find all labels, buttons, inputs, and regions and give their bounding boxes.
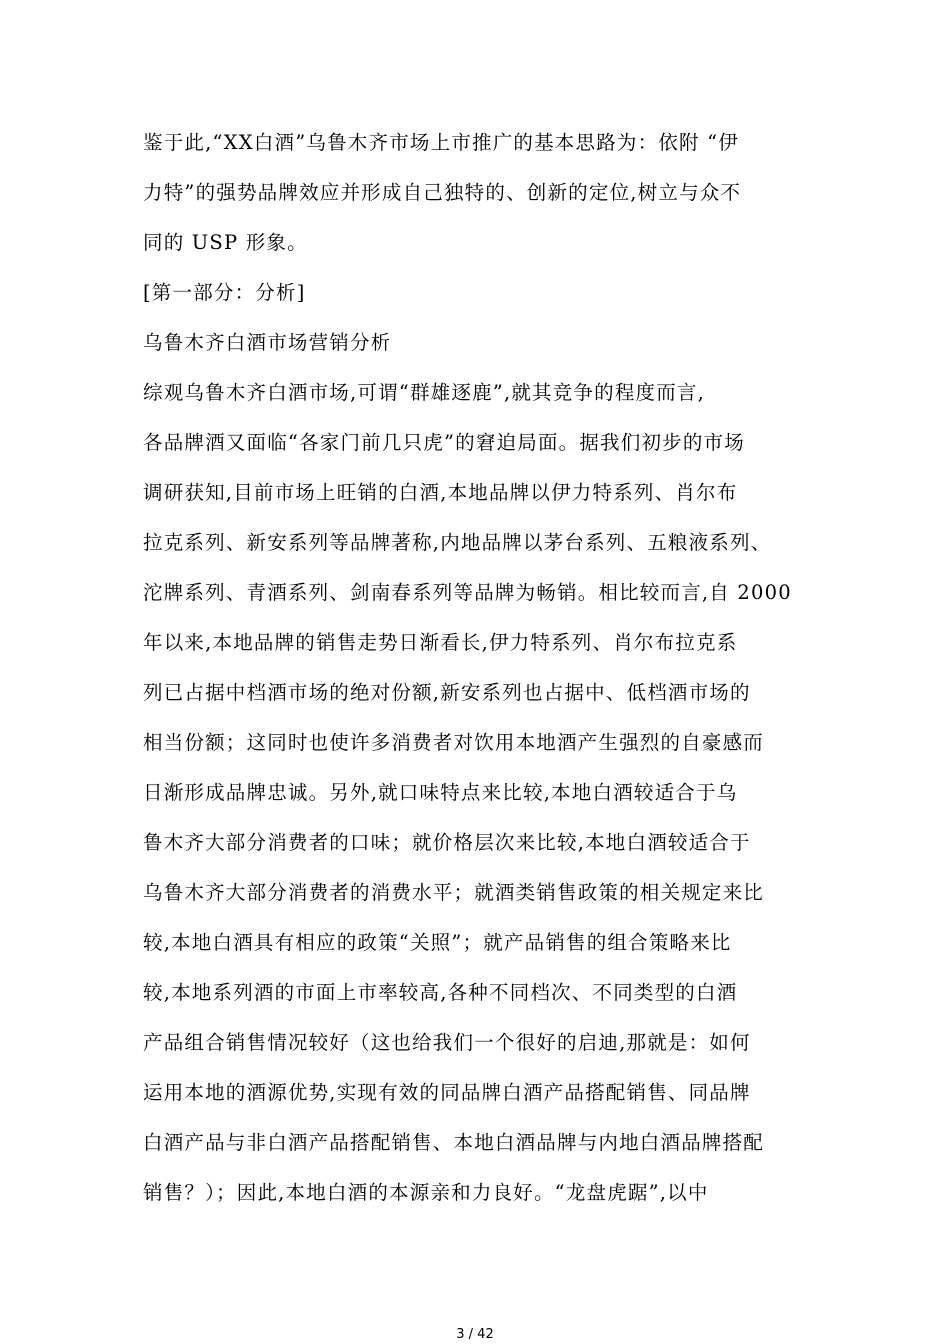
text-line: 产品组合销售情况较好（这也给我们一个很好的启迪,那就是：如何 bbox=[143, 1031, 751, 1054]
section-heading: [第一部分：分析] bbox=[143, 281, 306, 304]
text-line: 鲁木齐大部分消费者的口味；就价格层次来比较,本地白酒较适合于 bbox=[143, 831, 751, 854]
document-body bbox=[143, 118, 833, 1218]
text-line: 销售？）；因此,本地白酒的本源亲和力良好。“龙盘虎踞”,以中 bbox=[143, 1181, 709, 1204]
text-line: 综观乌鲁木齐白酒市场,可谓“群雄逐鹿”,就其竞争的程度而言, bbox=[143, 381, 706, 404]
text-line: 各品牌酒又面临“各家门前几只虎”的窘迫局面。据我们初步的市场 bbox=[143, 431, 745, 454]
text-line: 调研获知,目前市场上旺销的白酒,本地品牌以伊力特系列、肖尔布 bbox=[143, 481, 738, 504]
text-line: 乌鲁木齐大部分消费者的消费水平；就酒类销售政策的相关规定来比 bbox=[143, 881, 765, 904]
text-line: 白酒产品与非白酒产品搭配销售、本地白酒品牌与内地白酒品牌搭配 bbox=[143, 1131, 765, 1154]
subsection-heading: 乌鲁木齐白酒市场营销分析 bbox=[143, 331, 392, 354]
text-line: 拉克系列、新安系列等品牌著称,内地品牌以茅台系列、五粮液系列、 bbox=[143, 531, 772, 554]
text-line: 相当份额；这同时也使许多消费者对饮用本地酒产生强烈的自豪感而 bbox=[143, 731, 765, 754]
text-line: 力特”的强势品牌效应并形成自己独特的、创新的定位,树立与众不 bbox=[143, 181, 742, 204]
text-line: 运用本地的酒源优势,实现有效的同品牌白酒产品搭配销售、同品牌 bbox=[143, 1081, 751, 1104]
text-line: 列已占据中档酒市场的绝对份额,新安系列也占据中、低档酒市场的 bbox=[143, 681, 751, 704]
text-line: 日渐形成品牌忠诚。另外,就口味特点来比较,本地白酒较适合于乌 bbox=[143, 781, 738, 804]
text-line: 年以来,本地品牌的销售走势日渐看长,伊力特系列、肖尔布拉克系 bbox=[143, 631, 738, 654]
page-number: 3 / 42 bbox=[456, 1327, 494, 1342]
text-line: 较,本地白酒具有相应的政策“关照”；就产品销售的组合策略来比 bbox=[143, 931, 732, 954]
text-line: 同的 USP 形象。 bbox=[143, 231, 308, 254]
text-line: 沱牌系列、青酒系列、剑南春系列等品牌为畅销。相比较而言,自 2000 bbox=[143, 581, 792, 604]
text-line: 鉴于此,“XX白酒”乌鲁木齐市场上市推广的基本思路为：依附 “伊 bbox=[143, 131, 739, 154]
text-line: 较,本地系列酒的市面上市率较高,各种不同档次、不同类型的白酒 bbox=[143, 981, 738, 1004]
